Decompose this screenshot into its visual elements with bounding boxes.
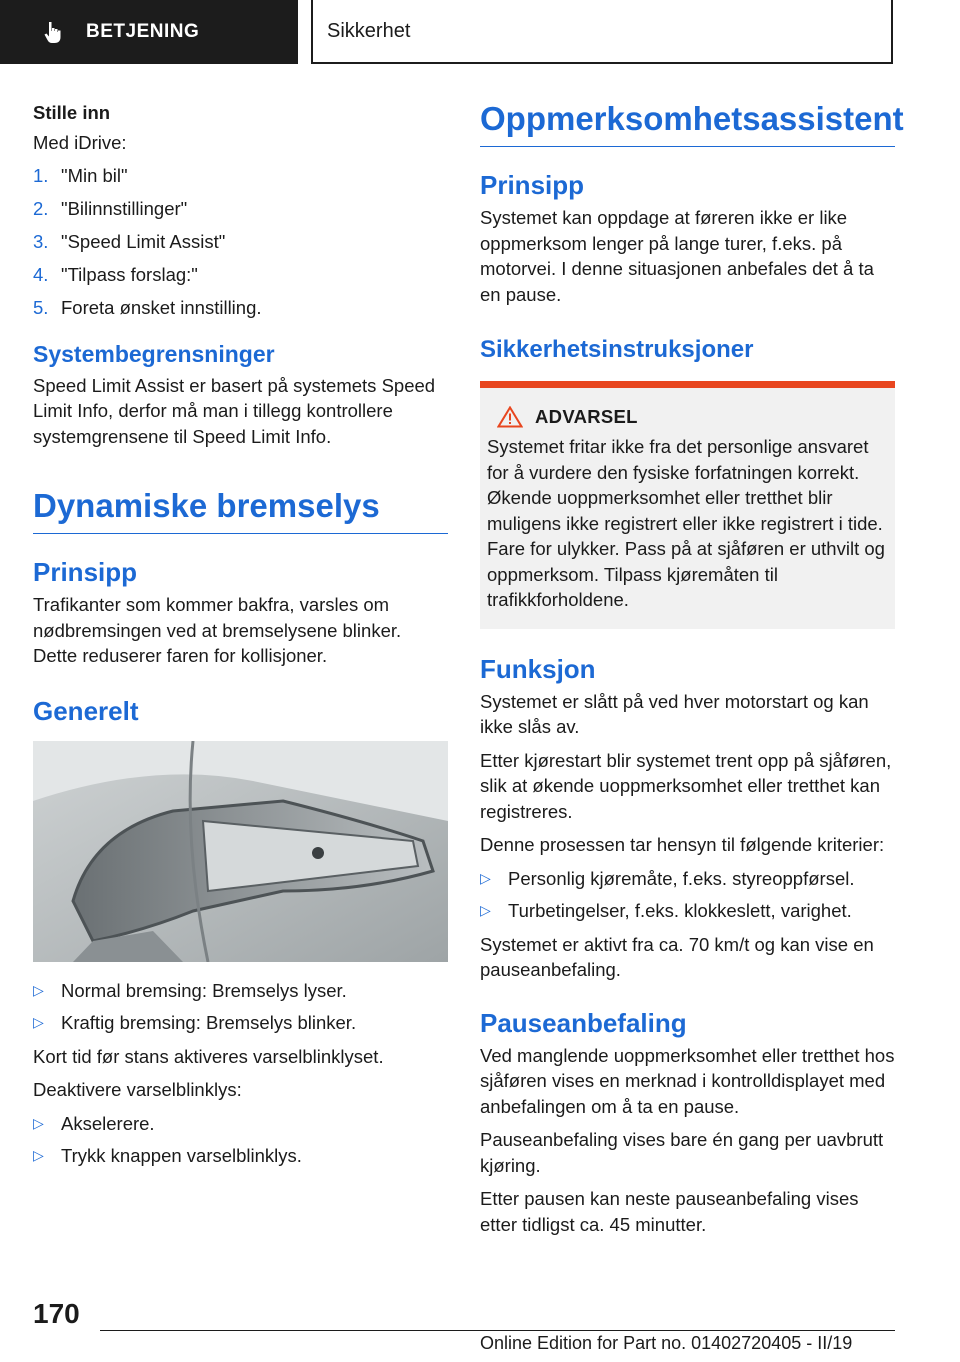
systembegrensninger-text: Speed Limit Assist er basert på systemets Speed Limit Info, derfor må man i tillegg kontrollere systemgrensene til Speed Limit Info. <box>33 374 436 447</box>
left-column <box>33 100 448 1177</box>
list-item <box>480 866 895 892</box>
step-number: 5. <box>33 297 49 318</box>
triangle-bullet-icon: ▷ <box>33 981 44 998</box>
pause-paragraph: Pauseanbefaling vises bare én gang per uavbrutt kjøring. <box>480 1129 884 1176</box>
triangle-bullet-icon: ▷ <box>33 1147 44 1163</box>
step-text: "Min bil" <box>61 165 128 186</box>
bullet-text: Trykk knappen varselblinklys. <box>61 1145 302 1166</box>
list-item <box>480 898 895 924</box>
systembegrensninger-heading: Systembegrensninger <box>33 340 275 367</box>
pause-paragraph: Etter pausen kan neste pauseanbefaling vises etter tidligst ca. 45 minutter. <box>480 1188 859 1235</box>
deactivate-bullets <box>33 1111 448 1169</box>
bullet-text: Normal bremsing: Bremselys lyser. <box>61 979 347 1001</box>
prinsipp-heading: Prinsipp <box>480 170 585 200</box>
list-item <box>33 262 448 288</box>
list-item <box>33 1111 448 1137</box>
tail-light-illustration <box>33 741 448 962</box>
prinsipp-heading: Prinsipp <box>33 557 138 587</box>
steps-list <box>33 163 448 321</box>
funksjon-paragraph: Systemet er slått på ved hver motorstart og kan ikke slås av. <box>480 690 869 737</box>
hand-icon <box>40 18 68 46</box>
bullet-text: Akselerere. <box>61 1112 155 1134</box>
brake-bullets <box>33 978 448 1036</box>
oppmerksomhetsassistent-title: Oppmerksomhetsassistent <box>480 100 895 147</box>
warning-label: ADVARSEL <box>535 406 638 427</box>
step-number: 3. <box>33 231 49 252</box>
dynamiske-bremselys-title: Dynamiske bremselys <box>33 487 448 534</box>
funksjon-paragraph: Denne prosessen tar hensyn til følgende kriterier: <box>480 834 885 855</box>
deaktivere-text: Deaktivere varselblinklys: <box>33 1079 242 1100</box>
warning-header <box>487 406 887 428</box>
funksjon-paragraph: Etter kjørestart blir systemet trent opp på sjåføren, slik at økende uoppmerksomhet eller tretthet kan registreres. <box>480 749 892 822</box>
triangle-bullet-icon: ▷ <box>480 902 491 918</box>
prinsipp-text: Systemet kan oppdage at føreren ikke er like oppmerksom lenger på lange turer, f.eks. på motorvei. I denne situasjonen anbefales det å ta en pause. <box>480 207 874 305</box>
header-section-label: BETJENING <box>86 21 200 42</box>
warning-text: Systemet fritar ikke fra det personlige ansvaret for å vurdere den fysiske forfatningen korrekt. Økende uoppmerksomhet eller tretthet blir muligens ikke registrert eller ikke registrert i tide. Fare for ulykker. Pass på at sjåføren er uthvilt og oppmerksom. Tilpass kjøremåten til trafikkforholdene. <box>487 436 885 610</box>
list-item <box>33 163 448 189</box>
kort-tid-text: Kort tid før stans aktiveres varselblinklyset. <box>33 1045 384 1067</box>
warning-triangle-icon <box>497 406 523 428</box>
step-text: Foreta ønsket innstilling. <box>61 297 262 318</box>
generelt-heading: Generelt <box>33 695 139 726</box>
step-number: 1. <box>33 165 49 186</box>
triangle-bullet-icon: ▷ <box>33 1114 44 1131</box>
stille-inn-heading: Stille inn <box>33 102 111 123</box>
bullet-text: Kraftig bremsing: Bremselys blinker. <box>61 1012 357 1033</box>
triangle-bullet-icon: ▷ <box>33 1014 44 1030</box>
step-number: 2. <box>33 198 49 219</box>
funksjon-paragraph: Systemet er aktivt fra ca. 70 km/t og kan vise en pauseanbefaling. <box>480 933 874 980</box>
list-item <box>33 229 448 255</box>
stille-inn-intro: Med iDrive: <box>33 131 127 153</box>
step-text: "Bilinnstillinger" <box>61 198 188 219</box>
funksjon-heading: Funksjon <box>480 653 596 684</box>
bullet-text: Personlig kjøremåte, f.eks. styreoppførsel. <box>508 867 855 889</box>
warning-box <box>480 381 895 629</box>
sikkerhetsinstruksjoner-heading: Sikkerhetsinstruksjoner <box>480 336 754 363</box>
step-text: "Tilpass forslag:" <box>61 264 198 285</box>
right-column <box>480 100 904 1245</box>
list-item <box>33 978 448 1004</box>
step-number: 4. <box>33 264 49 285</box>
bullet-text: Turbetingelser, f.eks. klokkeslett, varighet. <box>508 900 852 921</box>
header-chapter-tab <box>311 0 893 64</box>
prinsipp-text: Trafikanter som kommer bakfra, varsles om nødbremsingen ved at bremselysene blinker. Dette reduserer faren for kollisjoner. <box>33 594 402 666</box>
pauseanbefaling-heading: Pauseanbefaling <box>480 1007 687 1038</box>
triangle-bullet-icon: ▷ <box>480 869 491 886</box>
criteria-list <box>480 866 895 924</box>
list-item <box>33 1143 448 1169</box>
page-number: 170 <box>33 1298 80 1329</box>
list-item <box>33 196 448 222</box>
footer-divider <box>100 1330 895 1331</box>
step-text: "Speed Limit Assist" <box>61 231 226 252</box>
list-item <box>33 1010 448 1036</box>
edition-text: Online Edition for Part no. 01402720405 - II/19 <box>480 1333 853 1353</box>
header-chapter-label: Sikkerhet <box>327 19 411 42</box>
pause-paragraph: Ved manglende uoppmerksomhet eller tretthet hos sjåføren vises en merknad i kontrolldisplayet med anbefalingen om å ta en pause. <box>480 1044 895 1117</box>
list-item <box>33 295 448 321</box>
header-section-tab <box>0 0 298 64</box>
